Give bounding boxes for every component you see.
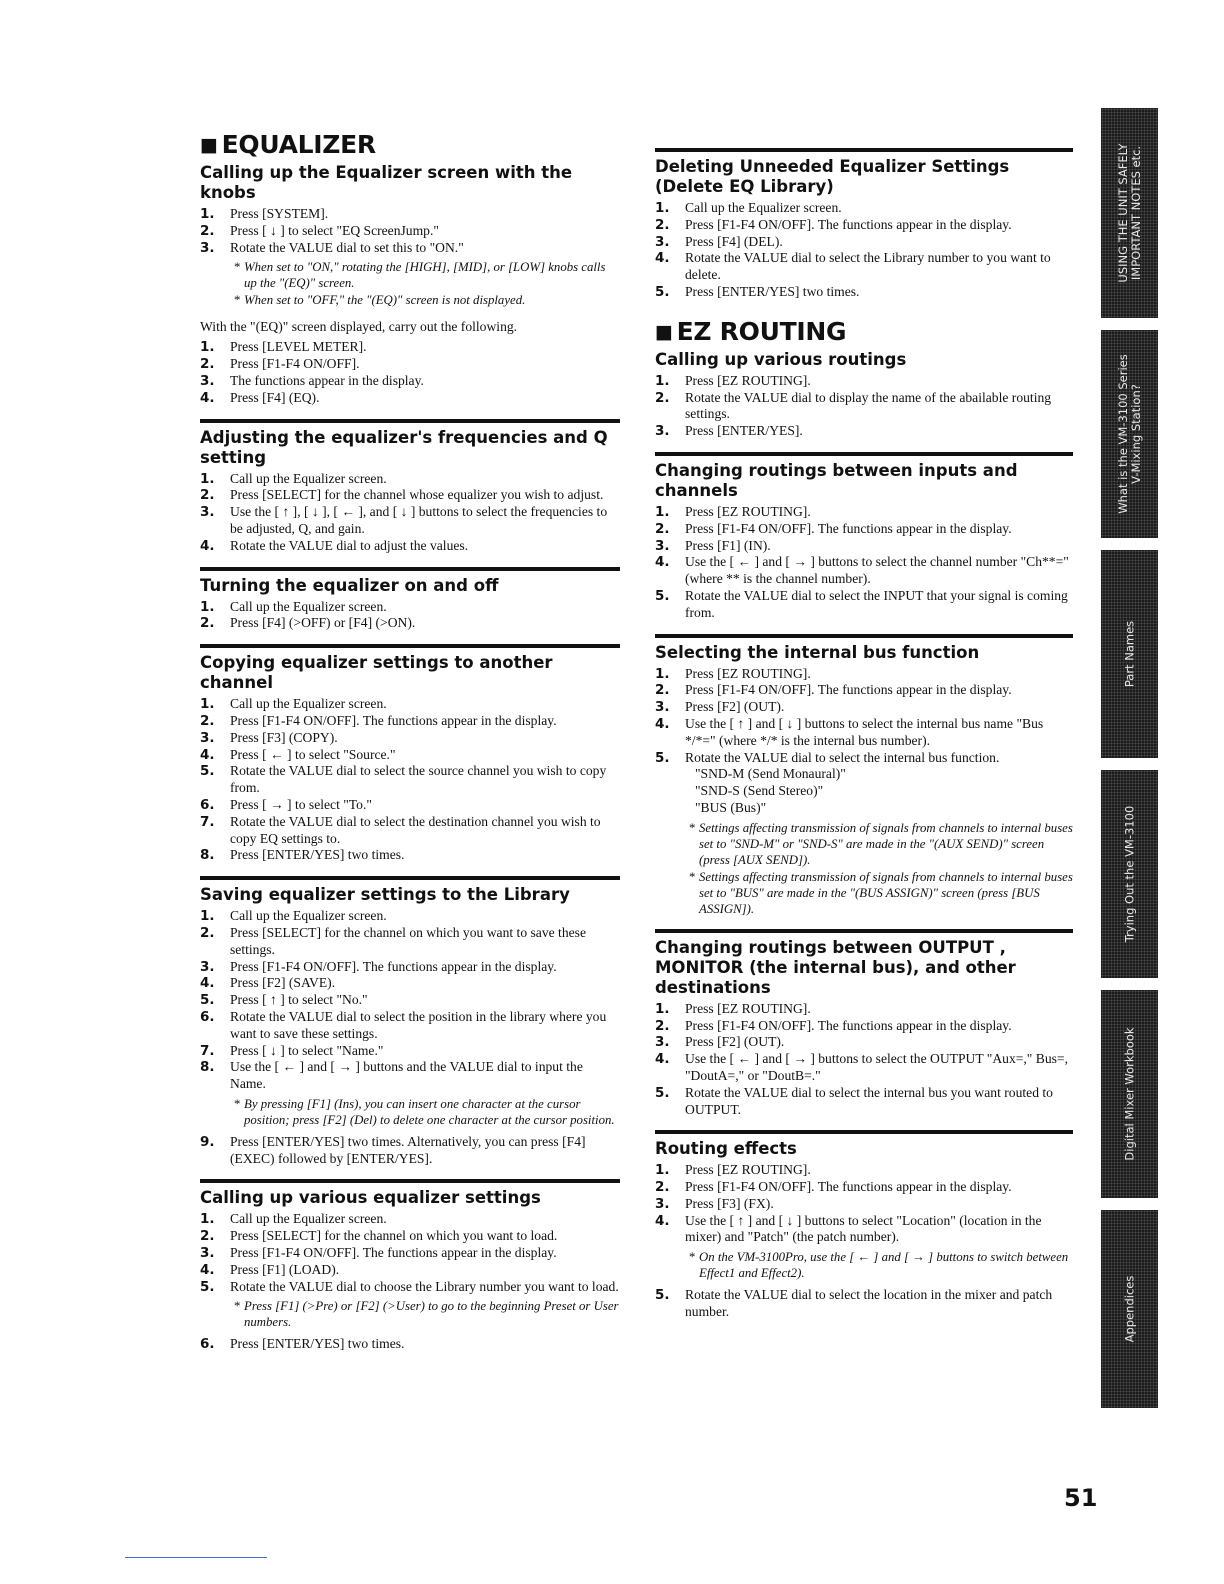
tab-using-unit-safely[interactable]: USING THE UNIT SAFELY IMPORTANT NOTES etc. [1101,108,1158,318]
list-item: 2. Press [F1-F4 ON/OFF]. The functions appear in the display. [655,1017,1012,1034]
steps-turning-equalizer-on-off [200,599,620,633]
list-item: 2. Press [F1-F4 ON/OFF]. The functions appear in the display. [655,216,1012,233]
heading-routing-effects: Routing effects [655,1139,797,1159]
section-title-ez-routing: ■ EZ ROUTING [655,316,847,346]
section-rule [200,567,620,571]
list-item: 1. Call up the Equalizer screen. [200,696,387,713]
list-item: 1. Call up the Equalizer screen. [655,200,842,216]
steps-calling-various-equalizer-settings-final [200,1336,620,1353]
list-item: 4. Use the [ ↑ ] and [ ↓ ] buttons to select the internal bus name "Bus */*=" (where */* is the internal bus number). [655,715,1044,748]
heading-calling-various-equalizer-settings: Calling up various equalizer settings [200,1188,541,1208]
note: * On the VM-3100Pro, use the [ ← ] and [ → ] buttons to switch between Effect1 and Effect2). [685,1249,1073,1281]
note: * Settings affecting transmission of signals from channels to internal buses set to "SND-M" or "SND-S" are made in the "(AUX SEND)" screen (press [AUX SEND]). [685,820,1073,868]
list-item: 2. Press [F4] (>OFF) or [F4] (>ON). [200,615,416,632]
steps-saving-equalizer-settings [200,908,620,1093]
steps-calling-equalizer-knobs [200,206,620,256]
page-number: 51 [1064,1484,1098,1512]
note: * When set to "OFF," the "(EQ)" screen is not displayed. [230,292,620,308]
list-item: 4. Press [F1] (LOAD). [200,1261,340,1278]
list-item: 4. Use the [ ← ] and [ → ] buttons to select the channel number "Ch**=" (where ** is the channel number). [655,554,1069,587]
list-item: 5. Rotate the VALUE dial to select the location in the mixer and patch number. [655,1287,1053,1320]
note: * When set to "ON," rotating the [HIGH], [MID], or [LOW] knobs calls up the "(EQ)" screen. [230,259,620,291]
list-item: 6. Press [ → ] to select "To." [200,796,372,813]
notes-calling-various-equalizer-settings [200,1298,620,1330]
paragraph-eq-screen-displayed: With the "(EQ)" screen displayed, carry out the following. [200,319,518,335]
steps-routing-effects-final [655,1287,1073,1321]
list-item: 4. Use the [ ↑ ] and [ ↓ ] buttons to select "Location" (location in the mixer) and "Patch" (the patch number). [655,1212,1042,1245]
note: * Press [F1] (>Pre) or [F2] (>User) to go to the beginning Preset or User numbers. [230,1298,620,1330]
list-item: 3. Press [F3] (FX). [655,1195,774,1212]
list-item: 3. Press [F2] (OUT). [655,1034,785,1051]
list-item: 8. Use the [ ← ] and [ → ] buttons and the VALUE dial to input the Name. [200,1059,583,1092]
steps-changing-routings-output-monitor [655,1001,1073,1119]
list-item: 6. Rotate the VALUE dial to select the position in the library where you want to save these settings. [200,1008,607,1041]
heading-turning-equalizer-on-off: Turning the equalizer on and off [200,575,499,595]
steps-selecting-internal-bus-function [655,666,1073,817]
list-item: 2. Press [F1-F4 ON/OFF]. The functions appear in the display. [200,712,557,729]
notes-selecting-internal-bus-function [655,820,1073,917]
list-item: 1. Press [LEVEL METER]. [200,339,367,356]
list-item: 1. Press [EZ ROUTING]. [655,372,811,389]
list-item: 1. Press [SYSTEM]. [200,206,329,222]
note: * Settings affecting transmission of signals from channels to internal buses set to "BUS" are made in the "(BUS ASSIGN)" screen (press [BUS ASSIGN]). [685,869,1073,917]
list-item: 2. Press [F1-F4 ON/OFF]. The functions appear in the display. [655,682,1012,699]
list-item: 1. Press [EZ ROUTING]. [655,665,811,682]
bus-function-options [685,766,1073,816]
section-rule [655,1130,1073,1134]
list-item: 3. Press [ENTER/YES]. [655,423,803,440]
list-item: 2. Press [F1-F4 ON/OFF]. The functions appear in the display. [655,1179,1012,1196]
steps-calling-various-equalizer-settings [200,1211,620,1295]
list-item: 1. Press [EZ ROUTING]. [655,1000,811,1017]
list-item: 2. Press [SELECT] for the channel on which you want to save these settings. [200,924,586,957]
list-item: 2. Press [F1-F4 ON/OFF]. [200,356,360,373]
notes-routing-effects [655,1249,1073,1281]
steps-copying-equalizer-settings [200,696,620,864]
section-rule [200,1179,620,1183]
list-item: 3. Press [F1-F4 ON/OFF]. The functions appear in the display. [200,1245,557,1262]
list-item: 3. Press [F4] (DEL). [655,233,783,250]
list-item: 8. Press [ENTER/YES] two times. [200,847,405,864]
list-item: 2. Press [ ↓ ] to select "EQ ScreenJump." [200,222,439,239]
list-item: 1. Call up the Equalizer screen. [200,1211,387,1228]
tab-digital-mixer-workbook[interactable]: Digital Mixer Workbook [1101,990,1158,1198]
list-item: 5. Rotate the VALUE dial to select the internal bus you want routed to OUTPUT. [655,1084,1053,1117]
list-item: 5. Rotate the VALUE dial to choose the Library number you want to load. [200,1278,619,1295]
list-item: 3. Press [F1] (IN). [655,537,771,554]
list-item: 2. Press [SELECT] for the channel on which you want to load. [200,1228,558,1245]
section-rule [655,929,1073,933]
list-item: 6. Press [ENTER/YES] two times. [200,1336,405,1353]
notes-saving-equalizer-settings [200,1096,620,1128]
list-item: 4. Use the [ ← ] and [ → ] buttons to select the OUTPUT "Aux=," Bus=, "DoutA=," or "DoutB=." [655,1051,1068,1083]
list-item: 2. Rotate the VALUE dial to display the name of the abailable routing settings. [655,389,1052,422]
steps-eq-screen-displayed [200,339,620,406]
list-item: 5. Rotate the VALUE dial to select the internal bus function. "SND-M (Send Monaural)" "SND-S (Send Stereo)" "BUS (Bus)" [655,750,1073,817]
list-item: 5. Rotate the VALUE dial to select the source channel you wish to copy from. [200,763,607,796]
tab-appendices[interactable]: Appendices [1101,1210,1158,1408]
steps-deleting-eq-library [655,200,1073,301]
footer-line [125,1557,267,1558]
list-item: 1. Call up the Equalizer screen. [200,598,387,615]
list-item: 3. Use the [ ↑ ], [ ↓ ], [ ← ], and [ ↓ ] buttons to select the frequencies to be adjusted, Q, and gain. [200,504,608,536]
list-item: 4. Press [ ← ] to select "Source." [200,746,396,763]
list-item: 5. Press [ENTER/YES] two times. [655,283,860,300]
section-rule [200,876,620,880]
list-item: 1. Call up the Equalizer screen. [200,908,387,925]
steps-changing-routings-inputs-channels [655,504,1073,622]
section-rule [200,419,620,423]
bus-function-option: "SND-M (Send Monaural)" [695,766,846,782]
bus-function-option: "SND-S (Send Stereo)" [695,783,824,799]
list-item: 2. Press [F1-F4 ON/OFF]. The functions appear in the display. [655,520,1012,537]
list-item: 7. Press [ ↓ ] to select "Name." [200,1042,384,1059]
section-rule [655,452,1073,456]
steps-routing-effects [655,1162,1073,1246]
list-item: 4. Rotate the VALUE dial to adjust the values. [200,537,469,554]
heading-saving-equalizer-settings: Saving equalizer settings to the Library [200,885,570,905]
heading-adjusting-frequencies: Adjusting the equalizer's frequencies and Q setting [200,427,608,467]
list-item: 3. Press [F2] (OUT). [655,699,785,716]
section-rule [655,148,1073,152]
list-item: 3. Press [F1-F4 ON/OFF]. The functions appear in the display. [200,958,557,975]
tab-trying-out[interactable]: Trying Out the VM-3100 [1101,770,1158,978]
left-column [200,130,620,1353]
list-item: 3. Rotate the VALUE dial to set this to "ON." [200,239,464,256]
heading-selecting-internal-bus-function: Selecting the internal bus function [655,642,980,662]
bus-function-option: "BUS (Bus)" [695,799,767,815]
list-item: 3. The functions appear in the display. [200,372,424,389]
heading-calling-various-routings: Calling up various routings [655,349,907,369]
list-item: 5. Rotate the VALUE dial to select the INPUT that your signal is coming from. [655,587,1068,620]
list-item: 4. Press [F4] (EQ). [200,389,320,406]
list-item: 5. Press [ ↑ ] to select "No." [200,992,368,1009]
notes-calling-equalizer-knobs [200,259,620,308]
list-item: 1. Call up the Equalizer screen. [200,470,387,487]
list-item: 7. Rotate the VALUE dial to select the destination channel you wish to copy EQ settings to. [200,813,601,846]
list-item: 9. Press [ENTER/YES] two times. Alternatively, you can press [F4] (EXEC) followed by [ENTER/YES]. [200,1133,586,1166]
tab-part-names[interactable]: Part Names [1101,550,1158,758]
heading-changing-routings-output-monitor: Changing routings between OUTPUT , MONITOR (the internal bus), and other destinations [655,937,1016,997]
list-item: 3. Press [F3] (COPY). [200,729,338,746]
section-title-equalizer: ■ EQUALIZER [200,130,376,159]
steps-saving-equalizer-settings-final [200,1134,620,1168]
list-item: 1. Press [EZ ROUTING]. [655,503,811,520]
tab-what-is-vm3100[interactable]: What is the VM-3100 Series V-Mixing Station? [1101,330,1158,538]
heading-copying-equalizer-settings: Copying equalizer settings to another channel [200,653,553,693]
steps-calling-various-routings [655,373,1073,440]
heading-changing-routings-inputs-channels: Changing routings between inputs and channels [655,460,1018,500]
note: * By pressing [F1] (Ins), you can insert one character at the cursor position; press [F2] (Del) to delete one character at the cursor position. [230,1096,620,1128]
heading-calling-equalizer-knobs: Calling up the Equalizer screen with the knobs [200,163,573,202]
list-item: 1. Press [EZ ROUTING]. [655,1162,811,1179]
list-item: 4. Rotate the VALUE dial to select the Library number to you want to delete. [655,250,1051,283]
section-rule [655,634,1073,638]
list-item: 4. Press [F2] (SAVE). [200,975,336,992]
heading-deleting-eq-library: Deleting Unneeded Equalizer Settings (Delete EQ Library) [655,157,1010,196]
list-item: 2. Press [SELECT] for the channel whose equalizer you wish to adjust. [200,487,604,504]
steps-adjusting-frequencies [200,471,620,555]
right-column [655,130,1073,1321]
section-rule [200,644,620,648]
